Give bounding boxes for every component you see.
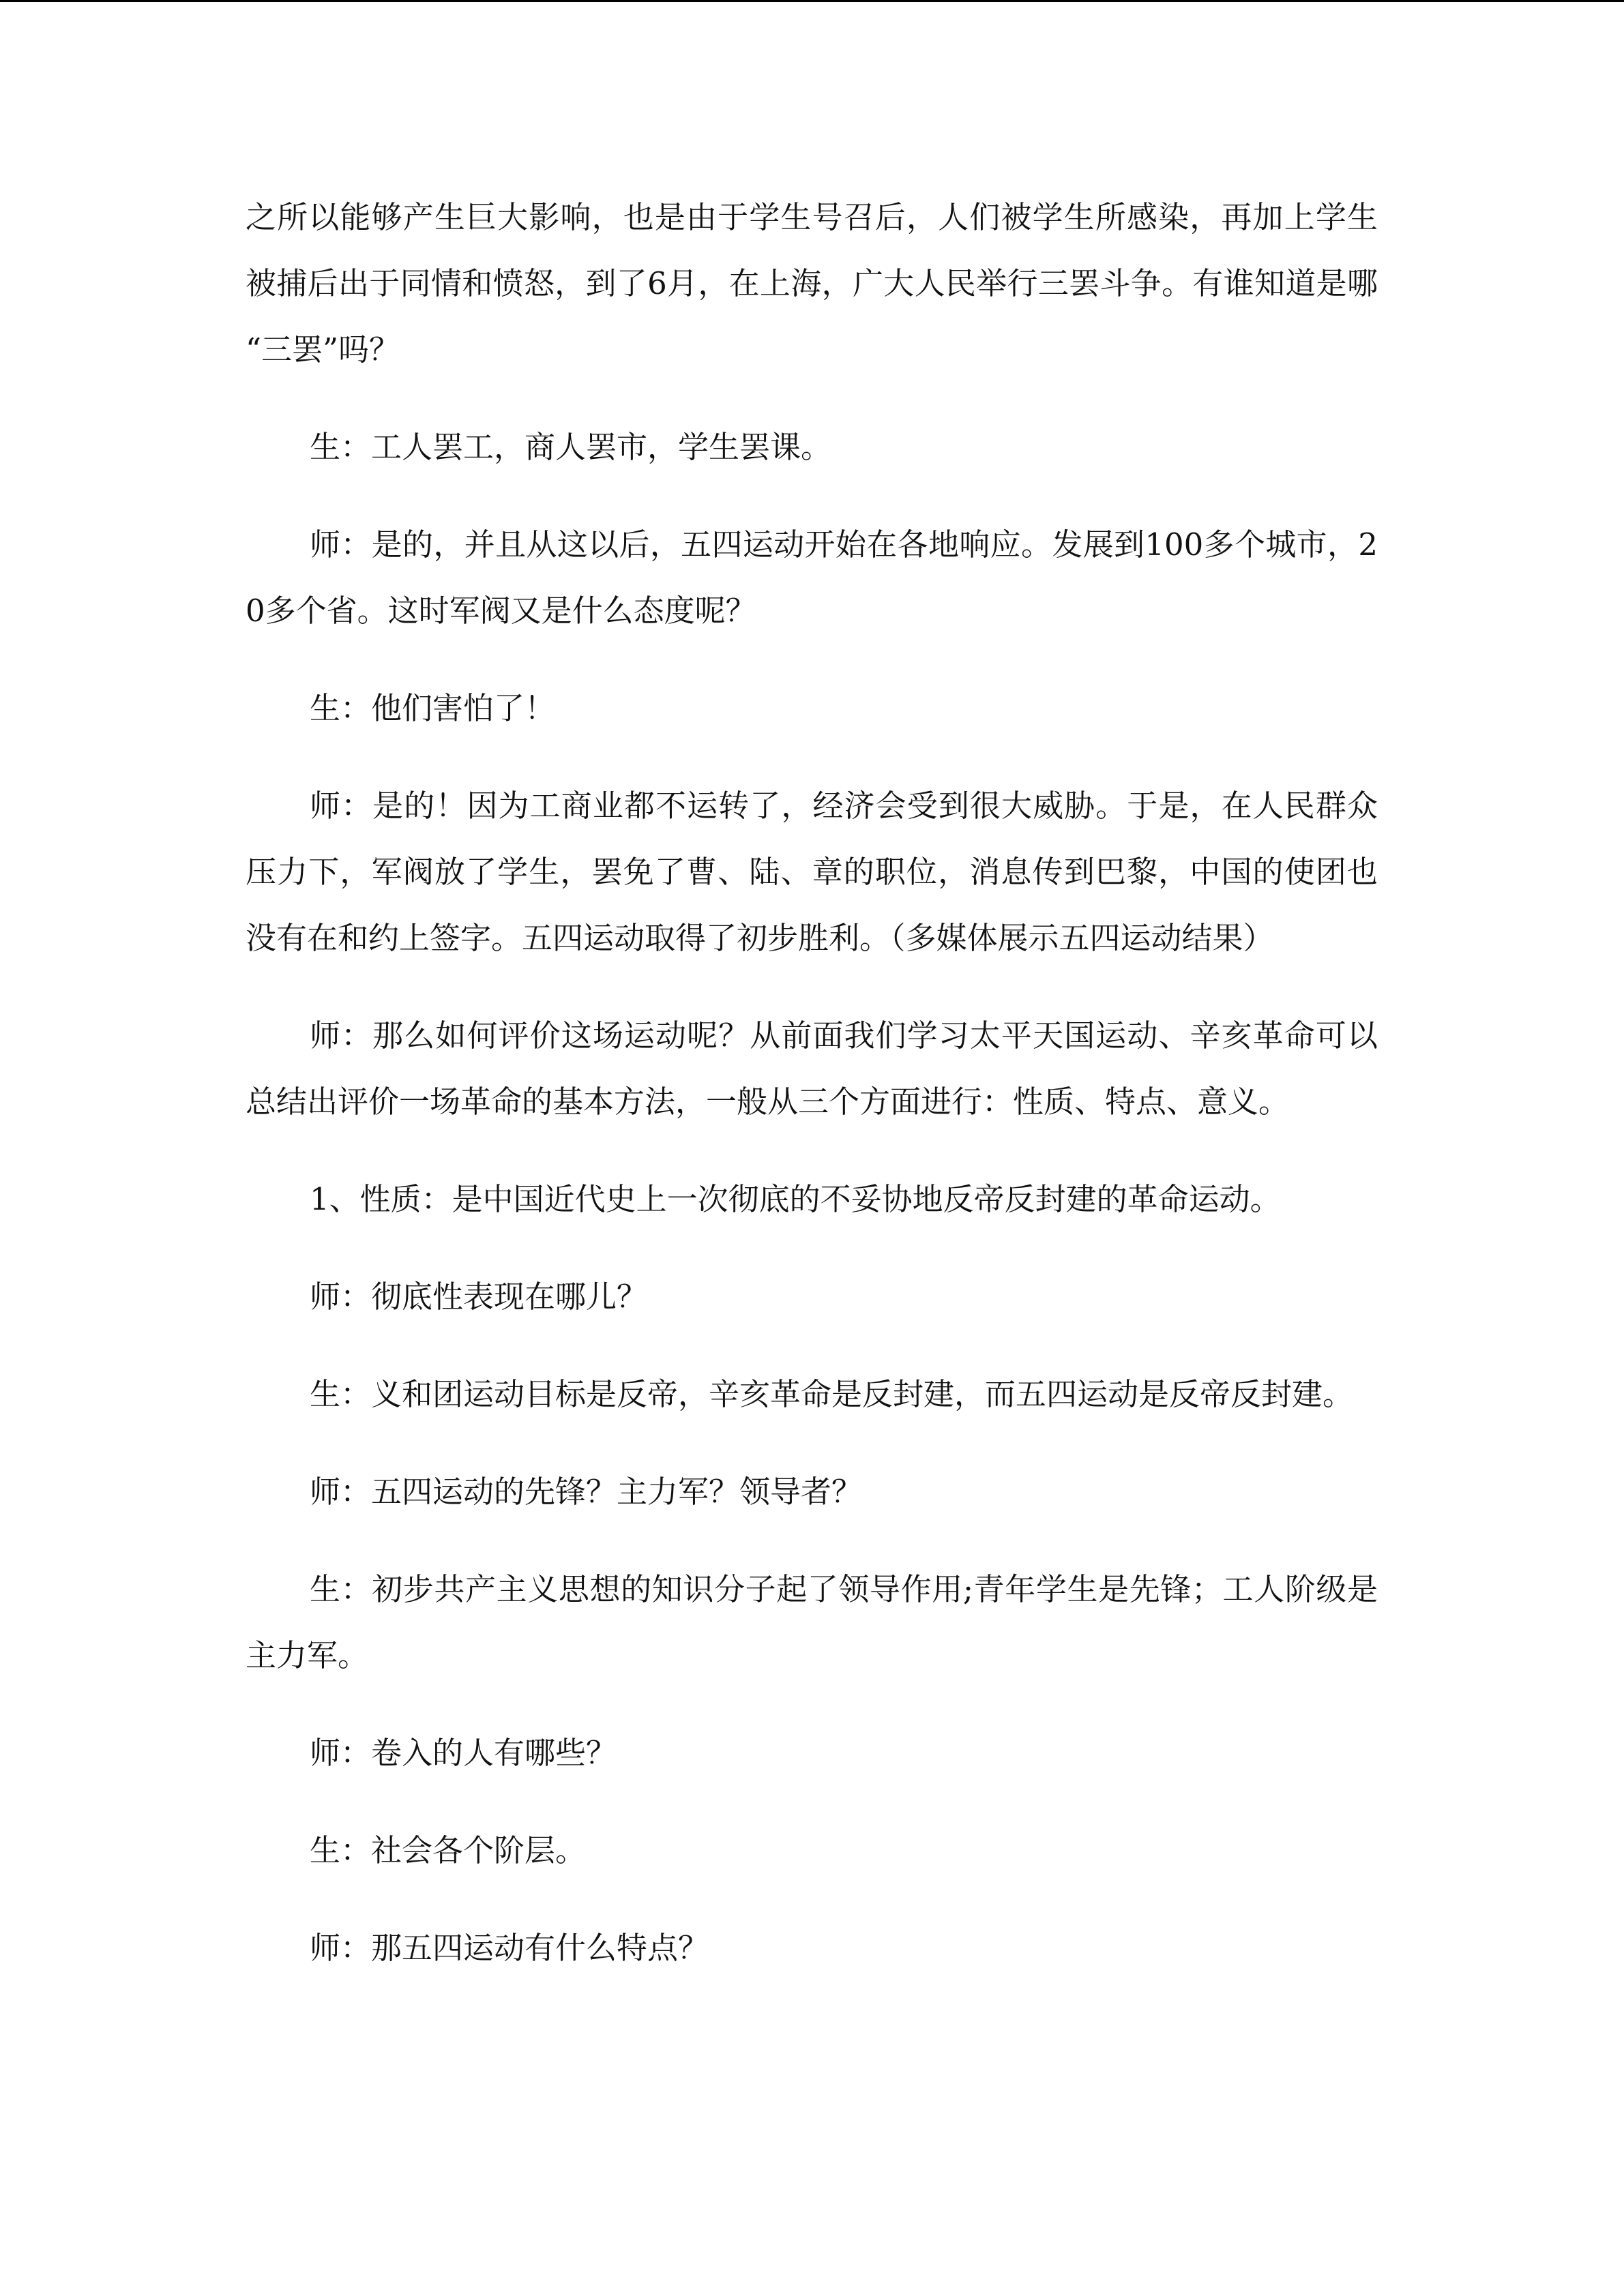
paragraph-teacher-thoroughness: 师：彻底性表现在哪儿？ xyxy=(310,1279,648,1315)
paragraph-student-vanguard: 生：初步共产主义思想的知识分子起了领导作用;青年学生是先锋；工人阶级是主力军。 xyxy=(246,1571,1378,1673)
document-page xyxy=(246,184,1378,2012)
paragraph-teacher-features: 师：那五四运动有什么特点？ xyxy=(310,1930,709,1966)
paragraph-teacher-vanguard: 师：五四运动的先锋？主力军？领导者？ xyxy=(310,1474,863,1510)
paragraph-teacher-initial-victory: 师：是的！因为工商业都不运转了，经济会受到很大威胁。于是，在人民群众压力下，军阀放了学生，罢免了曹、陆、章的职位，消息传到巴黎，中国的使团也没有在和约上签字。五四运动取得了初步胜利。（多媒体展示五四运动结果） xyxy=(246,788,1378,956)
page-top-border xyxy=(0,0,1624,2)
paragraph-teacher-evaluation-method: 师：那么如何评价这场运动呢？从前面我们学习太平天国运动、辛亥革命可以总结出评价一场革命的基本方法，一般从三个方面进行：性质、特点、意义。 xyxy=(246,1017,1378,1120)
paragraph-student-thoroughness: 生：义和团运动目标是反帝，辛亥革命是反封建，而五四运动是反帝反封建。 xyxy=(310,1376,1354,1412)
paragraph-student-all-classes: 生：社会各个阶层。 xyxy=(310,1832,587,1868)
paragraph-student-afraid: 生：他们害怕了！ xyxy=(310,690,556,726)
paragraph-student-answer-three-strikes: 生：工人罢工，商人罢市，学生罢课。 xyxy=(310,429,832,465)
paragraph-teacher-participants: 师：卷入的人有哪些？ xyxy=(310,1735,617,1771)
paragraph-nature: 1、性质：是中国近代史上一次彻底的不妥协地反帝反封建的革命运动。 xyxy=(310,1181,1281,1217)
paragraph-teacher-spread: 师：是的，并且从这以后，五四运动开始在各地响应。发展到100多个城市，20多个省。这时军阀又是什么态度呢？ xyxy=(246,526,1378,629)
paragraph-continuation: 之所以能够产生巨大影响，也是由于学生号召后，人们被学生所感染，再加上学生被捕后出于同情和愤怒，到了6月，在上海，广大人民举行三罢斗争。有谁知道是哪“三罢”吗？ xyxy=(246,199,1378,368)
